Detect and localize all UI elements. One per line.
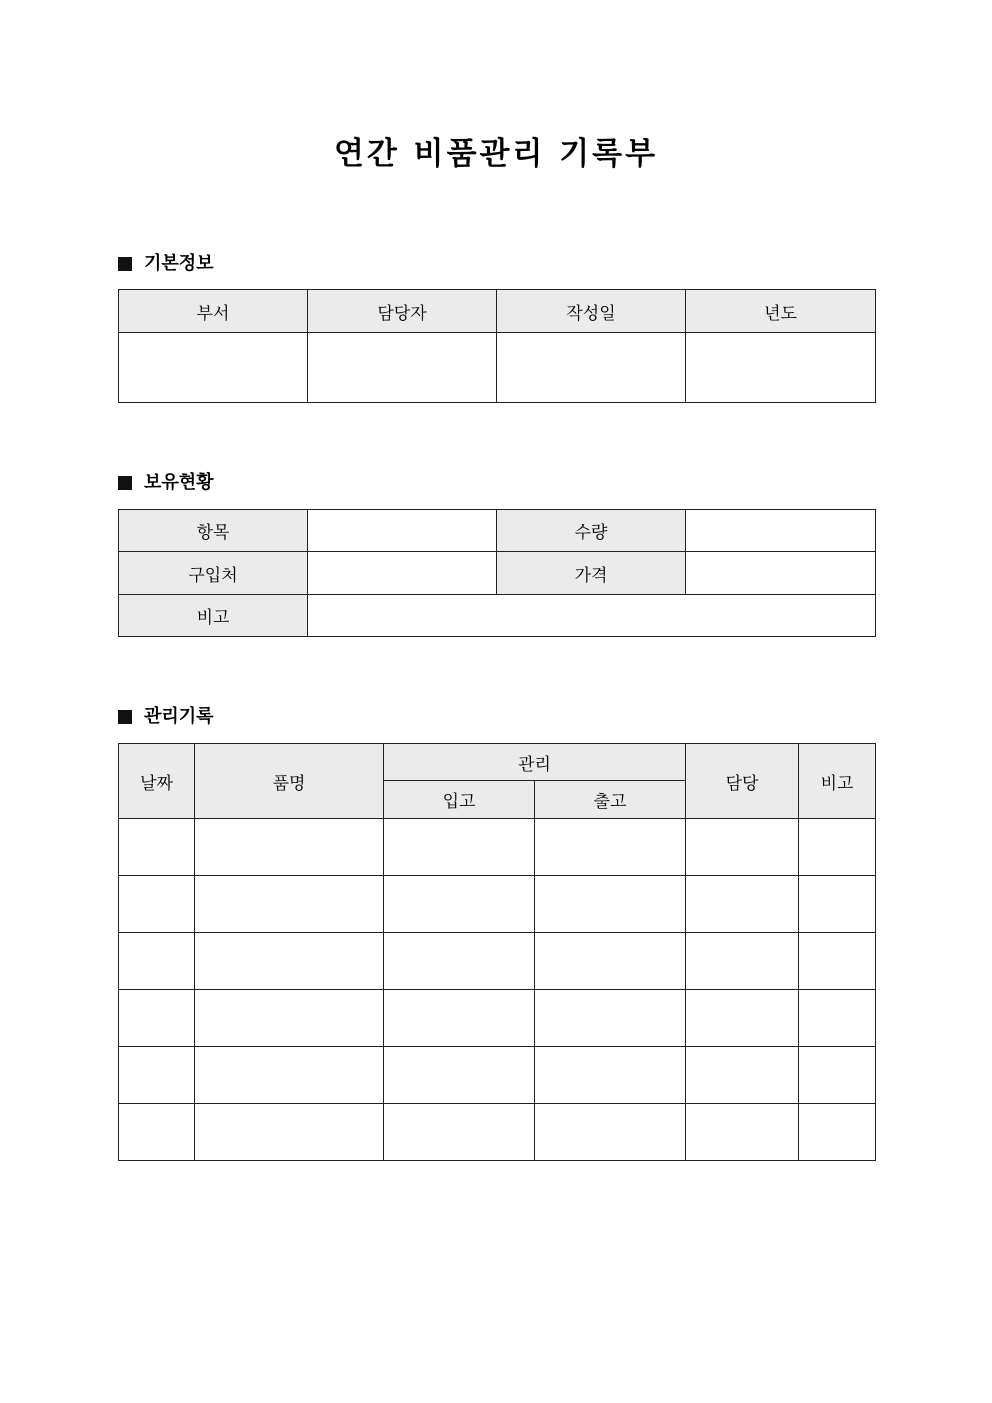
remarks-cell[interactable] bbox=[799, 876, 876, 933]
label-vendor: 구입처 bbox=[119, 552, 308, 595]
stock-in-cell[interactable] bbox=[384, 1104, 535, 1161]
header-date-written: 작성일 bbox=[497, 290, 686, 333]
date-cell[interactable] bbox=[119, 933, 195, 990]
header-product-name: 품명 bbox=[195, 744, 384, 819]
department-field[interactable] bbox=[119, 333, 308, 403]
date-cell[interactable] bbox=[119, 990, 195, 1047]
year-field[interactable] bbox=[686, 333, 876, 403]
section-heading-basic-label: 기본정보 bbox=[144, 253, 214, 274]
section-heading-holding-label: 보유현황 bbox=[144, 472, 214, 493]
header-remarks: 비고 bbox=[799, 744, 876, 819]
label-price: 가격 bbox=[497, 552, 686, 595]
header-stock-in: 입고 bbox=[384, 781, 535, 819]
stock-out-cell[interactable] bbox=[535, 933, 686, 990]
date-cell[interactable] bbox=[119, 1047, 195, 1104]
remarks-cell[interactable] bbox=[799, 1104, 876, 1161]
management-log-table bbox=[118, 743, 876, 1161]
square-bullet-icon bbox=[118, 710, 132, 724]
date-written-field[interactable] bbox=[497, 333, 686, 403]
table-row bbox=[119, 990, 876, 1047]
label-quantity: 수량 bbox=[497, 510, 686, 552]
remarks-cell[interactable] bbox=[799, 1047, 876, 1104]
header-year: 년도 bbox=[686, 290, 876, 333]
stock-out-cell[interactable] bbox=[535, 990, 686, 1047]
date-cell[interactable] bbox=[119, 876, 195, 933]
product-name-cell[interactable] bbox=[195, 1047, 384, 1104]
header-department: 부서 bbox=[119, 290, 308, 333]
note-field[interactable] bbox=[308, 595, 876, 637]
header-date: 날짜 bbox=[119, 744, 195, 819]
stock-out-cell[interactable] bbox=[535, 819, 686, 876]
owner-cell[interactable] bbox=[686, 933, 799, 990]
section-heading-holding bbox=[118, 470, 214, 496]
stock-in-cell[interactable] bbox=[384, 876, 535, 933]
product-name-cell[interactable] bbox=[195, 819, 384, 876]
stock-out-cell[interactable] bbox=[535, 876, 686, 933]
basic-info-table bbox=[118, 289, 876, 403]
remarks-cell[interactable] bbox=[799, 819, 876, 876]
square-bullet-icon bbox=[118, 257, 132, 271]
header-stock-out: 출고 bbox=[535, 781, 686, 819]
section-heading-log bbox=[118, 704, 214, 730]
product-name-cell[interactable] bbox=[195, 990, 384, 1047]
table-row bbox=[119, 1047, 876, 1104]
owner-cell[interactable] bbox=[686, 1104, 799, 1161]
owner-cell[interactable] bbox=[686, 876, 799, 933]
product-name-cell[interactable] bbox=[195, 876, 384, 933]
vendor-field[interactable] bbox=[308, 552, 497, 595]
stock-out-cell[interactable] bbox=[535, 1047, 686, 1104]
header-owner: 담당 bbox=[686, 744, 799, 819]
item-field[interactable] bbox=[308, 510, 497, 552]
remarks-cell[interactable] bbox=[799, 933, 876, 990]
table-row bbox=[119, 819, 876, 876]
stock-in-cell[interactable] bbox=[384, 990, 535, 1047]
stock-out-cell[interactable] bbox=[535, 1104, 686, 1161]
quantity-field[interactable] bbox=[686, 510, 876, 552]
square-bullet-icon bbox=[118, 476, 132, 490]
stock-in-cell[interactable] bbox=[384, 819, 535, 876]
holding-status-table bbox=[118, 509, 876, 637]
label-item: 항목 bbox=[119, 510, 308, 552]
label-note: 비고 bbox=[119, 595, 308, 637]
product-name-cell[interactable] bbox=[195, 1104, 384, 1161]
section-heading-log-label: 관리기록 bbox=[144, 706, 214, 727]
owner-cell[interactable] bbox=[686, 990, 799, 1047]
table-row bbox=[119, 1104, 876, 1161]
date-cell[interactable] bbox=[119, 1104, 195, 1161]
header-manager: 담당자 bbox=[308, 290, 497, 333]
page-title: 연간 비품관리 기록부 bbox=[333, 136, 659, 172]
owner-cell[interactable] bbox=[686, 819, 799, 876]
manager-field[interactable] bbox=[308, 333, 497, 403]
table-row bbox=[119, 876, 876, 933]
table-row bbox=[119, 933, 876, 990]
date-cell[interactable] bbox=[119, 819, 195, 876]
section-heading-basic bbox=[118, 251, 214, 277]
stock-in-cell[interactable] bbox=[384, 933, 535, 990]
product-name-cell[interactable] bbox=[195, 933, 384, 990]
stock-in-cell[interactable] bbox=[384, 1047, 535, 1104]
price-field[interactable] bbox=[686, 552, 876, 595]
owner-cell[interactable] bbox=[686, 1047, 799, 1104]
header-management: 관리 bbox=[384, 744, 686, 781]
remarks-cell[interactable] bbox=[799, 990, 876, 1047]
